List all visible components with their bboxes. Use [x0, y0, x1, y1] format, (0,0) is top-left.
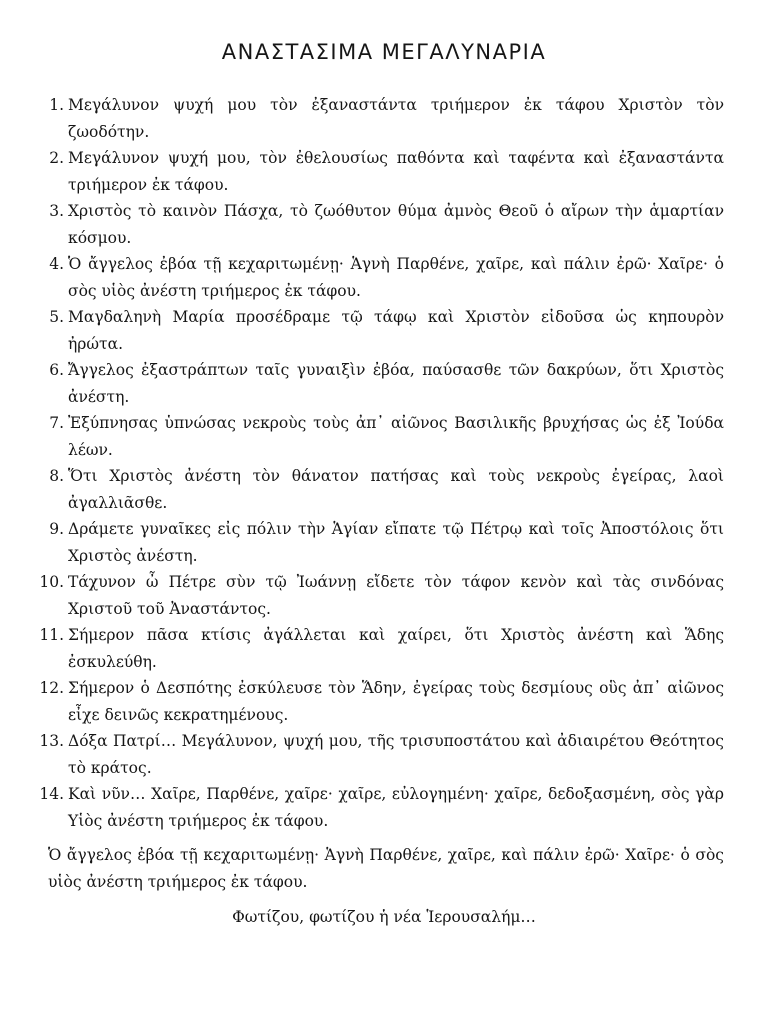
list-item [20, 304, 724, 357]
item-number: 10. [39, 573, 64, 591]
list-item [20, 728, 724, 781]
item-text: Χριστὸς τὸ καινὸν Πάσχα, τὸ ζωόθυτον θύμα ἀμνὸς Θεοῦ ὁ αἴρων τὴν ἁμαρτίαν κόσμου. [68, 202, 724, 247]
closing-line: Φωτίζου, φωτίζου ἡ νέα Ἱερουσαλήμ… [232, 908, 536, 926]
item-text: Ἐξύπνησας ὑπνώσας νεκροὺς τοὺς ἀπ᾽ αἰῶνος Βασιλικῆς βρυχήσας ὡς ἐξ Ἰούδα λέων. [68, 414, 724, 459]
item-number: 3. [49, 202, 64, 220]
item-number: 9. [49, 520, 64, 538]
item-number: 7. [49, 414, 64, 432]
item-number: 8. [49, 467, 64, 485]
item-text: Σήμερον πᾶσα κτίσις ἀγάλλεται καὶ χαίρει, ὅτι Χριστὸς ἀνέστη καὶ Ἅδης ἐσκυλεύθη. [68, 626, 724, 671]
list-item [20, 622, 724, 675]
item-number: 14. [39, 785, 64, 803]
item-number: 11. [39, 626, 64, 644]
item-number: 6. [49, 361, 64, 379]
item-number: 13. [39, 732, 64, 750]
list-item [20, 198, 724, 251]
list-item [20, 145, 724, 198]
list-item [20, 410, 724, 463]
item-text: Δόξα Πατρί… Μεγάλυνον, ψυχή μου, τῆς τρισυποστάτου καὶ ἀδιαιρέτου Θεότητος τὸ κράτος. [68, 732, 724, 777]
item-number: 2. [49, 149, 64, 167]
item-text: Τάχυνον ὦ Πέτρε σὺν τῷ Ἰωάννῃ εἴδετε τὸν τάφον κενὸν καὶ τὰς σινδόνας Χριστοῦ τοῦ Ἀναστάντος. [68, 573, 724, 618]
item-text: Μεγάλυνον ψυχή μου τὸν ἐξαναστάντα τριήμερον ἐκ τάφου Χριστὸν τὸν ζωοδότην. [68, 96, 724, 141]
item-text: Ἄγγελος ἐξαστράπτων ταῖς γυναιξὶν ἐβόα, παύσασθε τῶν δακρύων, ὅτι Χριστὸς ἀνέστη. [68, 361, 724, 406]
item-number: 1. [49, 96, 64, 114]
item-text: Ὁ ἄγγελος ἐβόα τῇ κεχαριτωμένῃ· Ἁγνὴ Παρθένε, χαῖρε, καὶ πάλιν ἐρῶ· Χαῖρε· ὁ σὸς υἱὸς ἀνέστη τριήμερος ἐκ τάφου. [68, 255, 724, 300]
item-text: Ὅτι Χριστὸς ἀνέστη τὸν θάνατον πατήσας καὶ τοὺς νεκροὺς ἐγείρας, λαοὶ ἀγαλλιᾶσθε. [68, 467, 724, 512]
list-item [20, 357, 724, 410]
page-title: ΑΝΑΣΤΑΣΙΜΑ ΜΕΓΑΛΥΝΑΡΙΑ [221, 40, 547, 64]
list-item [20, 516, 724, 569]
list-item [20, 569, 724, 622]
list-item [20, 463, 724, 516]
item-number: 12. [39, 679, 64, 697]
item-text: Μεγάλυνον ψυχή μου, τὸν ἐθελουσίως παθόντα καὶ ταφέντα καὶ ἐξαναστάντα τριήμερον ἐκ τάφου. [68, 149, 724, 194]
item-text: Σήμερον ὁ Δεσπότης ἐσκύλευσε τὸν Ἅδην, ἐγείρας τοὺς δεσμίους οὓς ἀπ᾽ αἰῶνος εἶχε δεινῶς κεκρατημένους. [68, 679, 724, 724]
item-text: Καὶ νῦν… Χαῖρε, Παρθένε, χαῖρε· χαῖρε, εὐλογημένη· χαῖρε, δεδοξασμένη, σὸς γὰρ Υἱὸς ἀνέστη τριήμερος ἐκ τάφου. [68, 785, 724, 830]
refrain-paragraph: Ὁ ἄγγελος ἐβόα τῇ κεχαριτωμένῃ· Ἁγνὴ Παρθένε, χαῖρε, καὶ πάλιν ἐρῶ· Χαῖρε· ὁ σὸς υἱὸς ἀνέστη τριήμερος ἐκ τάφου. [48, 846, 724, 891]
list-item [20, 675, 724, 728]
hymn-list [20, 92, 724, 834]
item-text: Δράμετε γυναῖκες εἰς πόλιν τὴν Ἁγίαν εἴπατε τῷ Πέτρῳ καὶ τοῖς Ἀποστόλοις ὅτι Χριστὸς ἀνέστη. [68, 520, 724, 565]
item-number: 4. [49, 255, 64, 273]
list-item [20, 781, 724, 834]
list-item [20, 92, 724, 145]
item-text: Μαγδαληνὴ Μαρία προσέδραμε τῷ τάφῳ καὶ Χριστὸν εἰδοῦσα ὡς κηπουρὸν ἠρώτα. [68, 308, 724, 353]
item-number: 5. [49, 308, 64, 326]
list-item [20, 251, 724, 304]
